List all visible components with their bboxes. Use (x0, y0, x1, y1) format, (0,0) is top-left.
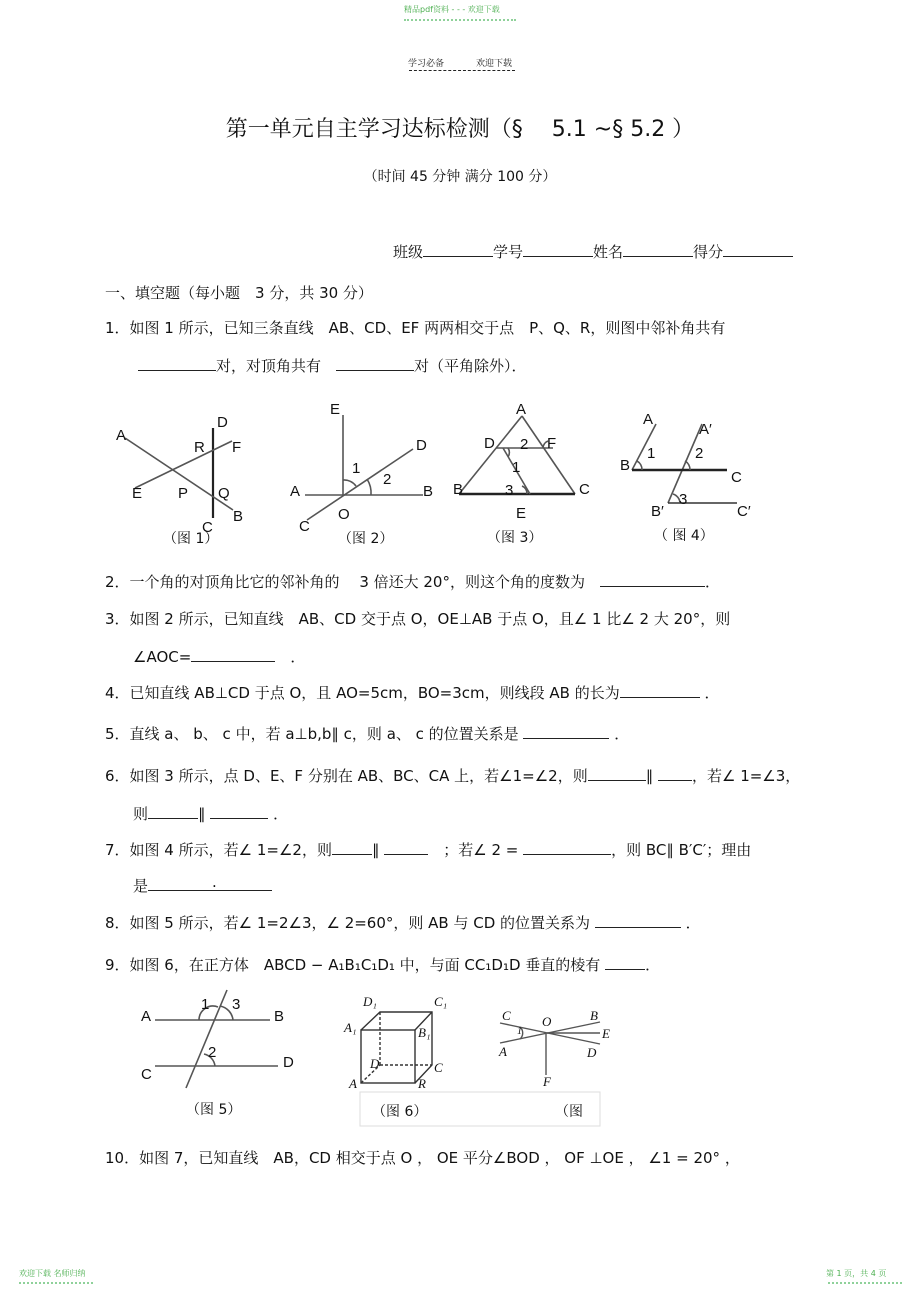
figure-7-caption: （图 (555, 1104, 583, 1120)
svg-text:2: 2 (695, 445, 704, 462)
question-1: 1．如图 1 所示，已知三条直线 AB、CD、EF 两两相交于点 P、Q、R，则图中邻补角共有 (105, 319, 726, 337)
svg-text:D: D (416, 437, 427, 454)
svg-text:A₁: A₁ (344, 1020, 357, 1035)
student-info: 班级 学号 姓名 得分 (393, 241, 793, 262)
figure-6-cube (361, 1012, 432, 1083)
svg-text:A: A (290, 483, 301, 500)
svg-text:C′: C′ (737, 503, 751, 520)
svg-text:C: C (731, 469, 742, 486)
svg-text:C: C (299, 518, 310, 535)
page-title: 第一单元自主学习达标检测（§ 5.1 ~§ 5.2 ） (225, 117, 695, 142)
svg-text:1: 1 (512, 459, 521, 476)
svg-text:2: 2 (520, 436, 529, 453)
svg-text:E: E (330, 401, 341, 418)
watermark-dots (828, 1282, 902, 1284)
page-number: 第 1 页，共 4 页 (826, 1269, 887, 1278)
svg-text:F: F (543, 1074, 551, 1089)
svg-text:O: O (542, 1014, 552, 1029)
section-heading: 一、填空题（每小题 3 分，共 30 分） (105, 284, 373, 302)
svg-text:A: A (141, 1008, 152, 1025)
figure-2 (305, 415, 423, 520)
svg-text:A′: A′ (699, 421, 712, 438)
svg-text:D: D (217, 414, 228, 431)
figure-5-caption: （图 5） (186, 1102, 242, 1118)
watermark-top: 精品pdf资料 - - - 欢迎下载 (404, 5, 500, 14)
svg-text:1: 1 (517, 1026, 522, 1037)
question-9: 9．如图 6，在正方体 ABCD − A₁B₁C₁D₁ 中，与面 CC₁D₁D 垂直的棱有 ． (105, 956, 661, 974)
figure-3 (459, 416, 575, 494)
svg-text:3: 3 (505, 482, 514, 499)
svg-text:D: D (484, 435, 495, 452)
figure-3-caption: （图 3） (487, 530, 543, 546)
q7-blank-4: . (148, 875, 272, 891)
svg-text:A: A (116, 427, 127, 444)
svg-text:D₁: D₁ (363, 994, 377, 1009)
svg-text:1: 1 (647, 445, 656, 462)
watermark-dots (19, 1282, 93, 1284)
figure-7 (500, 1022, 600, 1075)
svg-text:A: A (349, 1076, 357, 1091)
figure-1 (125, 428, 233, 518)
svg-text:E: E (516, 505, 527, 522)
svg-text:F: F (547, 435, 557, 452)
svg-text:C₁: C₁ (434, 994, 448, 1009)
svg-text:B′: B′ (651, 503, 664, 520)
figure-6-caption: （图 6） (372, 1104, 428, 1120)
svg-text:2: 2 (208, 1044, 217, 1061)
document-page: 精品pdf资料 - - - 欢迎下载 学习必备 欢迎下载 第一单元自主学习达标检测（§ 5.1 ~§ 5.2 ） （时间 45 分钟 满分 100 分） 班级 学号 姓名 得分 一、填空题（每小题 3 分，共 30 分） 1．如图 1 所示，已知三条直线 AB、CD、EF 两两相交于点 P、Q、R，则图中邻补角共有 对，对顶角共有 对（平角除外）． 2．一个角的对顶角比它的邻补角的 3 倍还大 20°，则这个角的度数为 ． 3．如图 2 所示，已知直线 AB、CD 交于点 O，OE⊥AB 于点 O，且∠ 1 比∠ 2 大 20°，则 ∠AOC= ． 4．已知直线 AB⊥CD 于点 O，且 AO=5cm，BO=3cm，则线段 AB 的长为 ． 5．直线 a、 b、 c 中，若 a⊥b,b∥ c，则 a、 c 的位置关系是 ． 6．如图 3 所示，点 D、E、F 分别在 AB、BC、CA 上，若∠1=∠2，则 ∥ ，若∠ 1=∠3， 则 ∥ ． 7．如图 4 所示，若∠ 1=∠2，则 ∥ ；若∠ 2 = ，则 BC∥ B′C′；理由 是 . 8．如图 5 所示，若∠ 1=2∠3，∠ 2=60°，则 AB 与 CD 的位置关系为 ． 9．如图 6，在正方体 ABCD − A₁B₁C₁D₁ 中，与面 CC₁D₁D 垂直的棱有 ． 10．如图 7，已知直线 AB，CD 相交于点 O ， OE 平分∠BOD ， OF ⊥OE ， ∠1 = 20° ， A D R F E P Q B C E A B D 1 2 O C A D F 2 1 3 B C E A A′ B 1 2 C B′ 3 C′ A B C D 1 3 2 D₁ C₁ A₁ B₁ D C A R C O B E A D F 1 （图 1） （图 2） （图 3） （ 图 4） （图 5） （图 6） （图 欢迎下载 名师归纳 第 1 页，共 4 页 (0, 0, 920, 1303)
svg-text:1: 1 (352, 460, 361, 477)
svg-text:R: R (194, 439, 205, 456)
svg-text:B: B (423, 483, 434, 500)
figure-4-caption: （ 图 4） (654, 528, 714, 544)
svg-text:C: C (202, 519, 213, 536)
svg-text:C: C (502, 1008, 511, 1023)
svg-text:E: E (602, 1026, 610, 1041)
svg-text:D: D (370, 1056, 380, 1071)
svg-text:Q: Q (218, 485, 230, 502)
svg-text:2: 2 (383, 471, 392, 488)
svg-text:C: C (141, 1066, 152, 1083)
svg-text:B: B (233, 508, 244, 525)
svg-text:C: C (579, 481, 590, 498)
figure-1-caption: （图 1） (163, 531, 219, 547)
svg-text:3: 3 (232, 996, 241, 1013)
svg-text:D: D (587, 1045, 597, 1060)
svg-text:C: C (434, 1060, 443, 1075)
svg-text:3: 3 (679, 491, 688, 508)
svg-text:A: A (643, 411, 654, 428)
header-left: 学习必备 (408, 59, 445, 69)
question-10: 10．如图 7，已知直线 AB，CD 相交于点 O ， OE 平分∠BOD ， OF ⊥OE ， ∠1 = 20° ， (105, 1149, 740, 1167)
svg-text:B: B (453, 481, 464, 498)
svg-text:E: E (132, 485, 143, 502)
svg-text:B: B (620, 457, 631, 474)
question-3: 3．如图 2 所示，已知直线 AB、CD 交于点 O，OE⊥AB 于点 O，且∠ 1 比∠ 2 大 20°，则 (105, 610, 731, 628)
question-7: 7．如图 4 所示，若∠ 1=∠2，则 ∥ ；若∠ 2 = ，则 BC∥ B′C′；理由 (105, 841, 752, 859)
svg-text:D: D (283, 1054, 294, 1071)
svg-text:A: A (499, 1044, 507, 1059)
svg-text:F: F (232, 439, 242, 456)
question-4: 4．已知直线 AB⊥CD 于点 O，且 AO=5cm，BO=3cm，则线段 AB 的长为 ． (105, 684, 720, 702)
figure-2-labels (290, 401, 433, 535)
question-5: 5．直线 a、 b、 c 中，若 a⊥b,b∥ c，则 a、 c 的位置关系是 ． (105, 725, 630, 743)
figure-2-caption: （图 2） (338, 531, 394, 547)
svg-text:1: 1 (201, 996, 210, 1013)
svg-text:A: A (516, 401, 527, 418)
svg-text:P: P (178, 485, 189, 502)
svg-text:R: R (418, 1076, 426, 1091)
figure-3-labels (453, 401, 590, 522)
question-8: 8．如图 5 所示，若∠ 1=2∠3，∠ 2=60°，则 AB 与 CD 的位置关系为 ． (105, 914, 701, 932)
figure-5 (155, 990, 278, 1088)
header-right: 欢迎下载 (476, 59, 513, 69)
figure-5-labels (141, 996, 294, 1083)
watermark-bottom-left: 欢迎下载 名师归纳 (19, 1269, 86, 1278)
svg-text:O: O (338, 506, 350, 523)
svg-text:B: B (274, 1008, 285, 1025)
question-2: 2．一个角的对顶角比它的邻补角的 3 倍还大 20°，则这个角的度数为 ． (105, 573, 721, 591)
svg-text:B: B (590, 1008, 598, 1023)
question-6: 6．如图 3 所示，点 D、E、F 分别在 AB、BC、CA 上，若∠1=∠2，则 ∥ ，若∠ 1=∠3， (105, 767, 801, 785)
subtitle: （时间 45 分钟 满分 100 分） (363, 169, 557, 185)
figure-7-labels (498, 1008, 610, 1089)
svg-text:B₁: B₁ (418, 1025, 431, 1040)
